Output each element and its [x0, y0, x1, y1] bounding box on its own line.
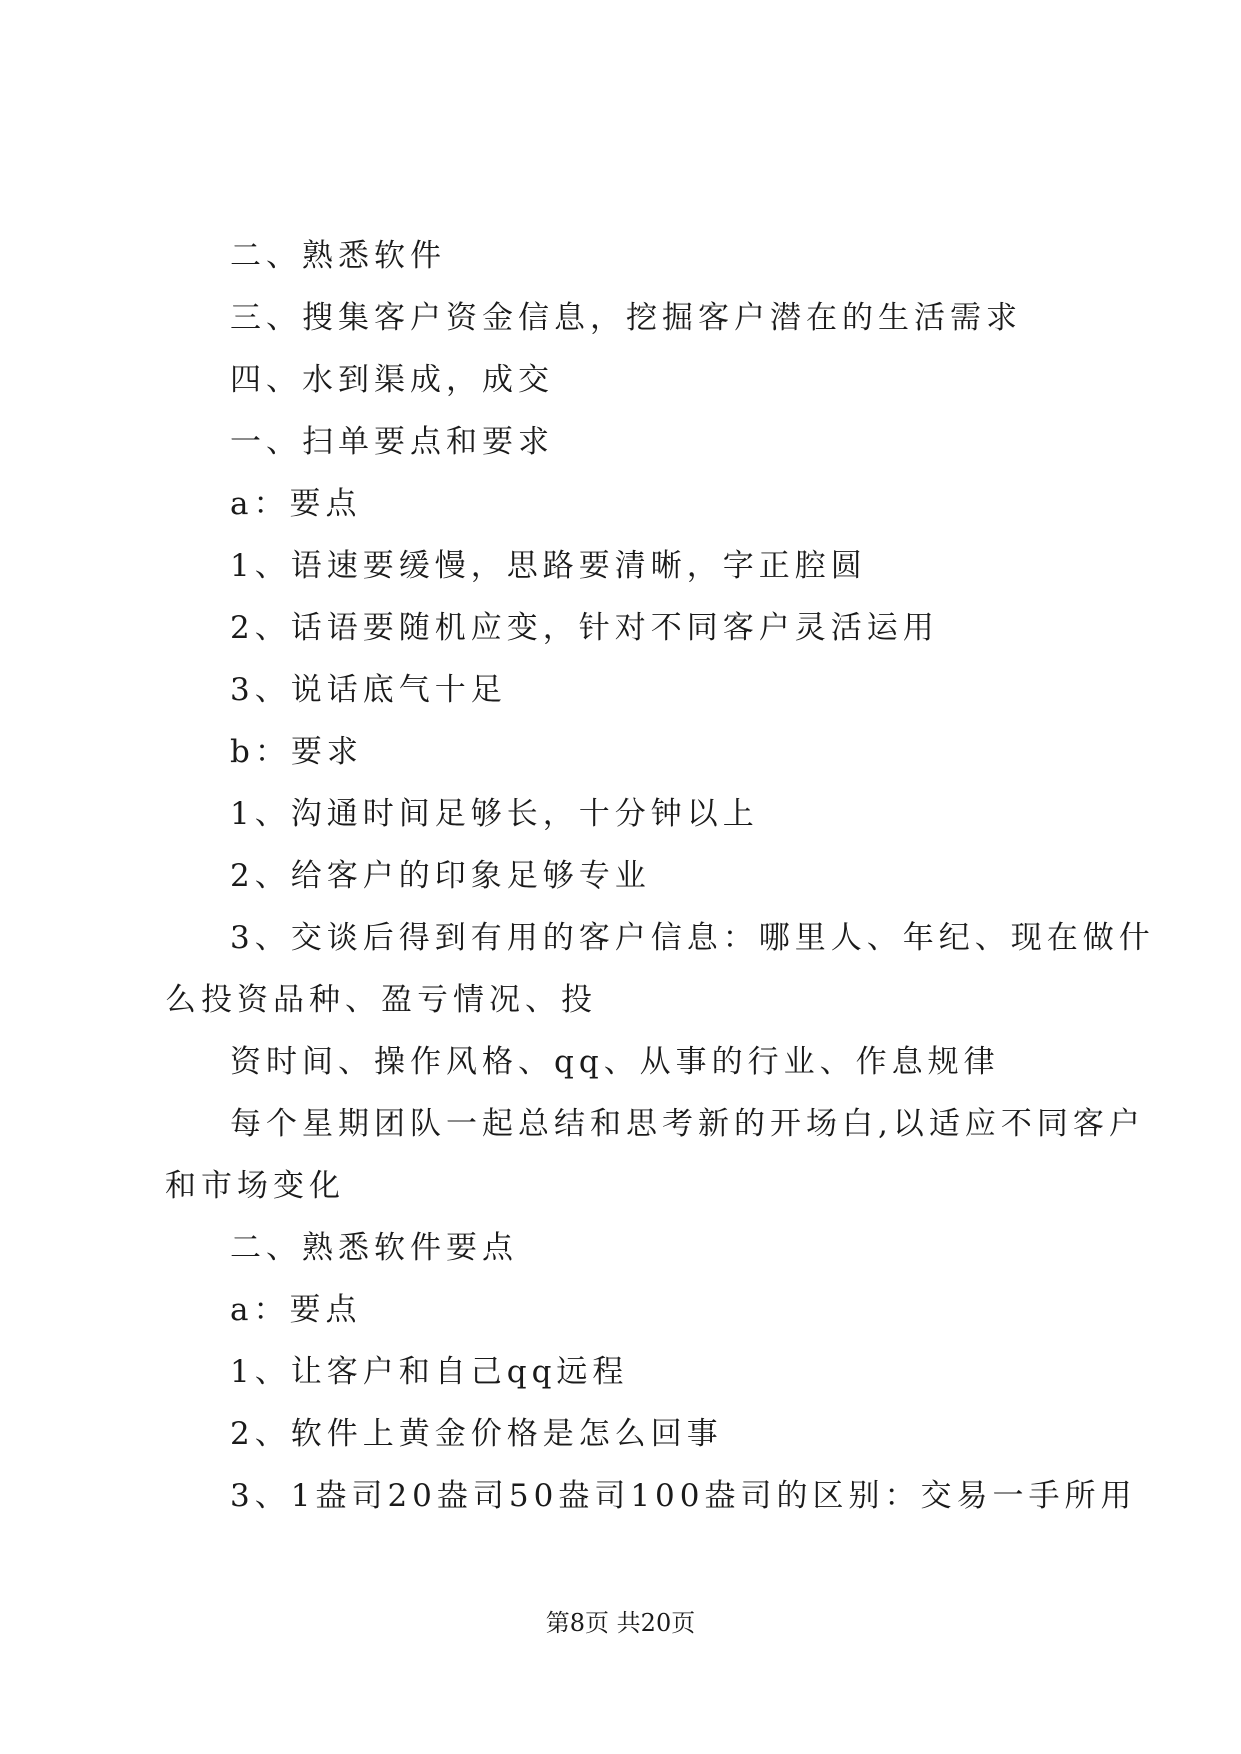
list-item: 3、说话底气十足 — [230, 672, 507, 708]
section-heading: 二、熟悉软件要点 — [230, 1230, 518, 1266]
list-item: 3、交谈后得到有用的客户信息：哪里人、年纪、现在做什 — [230, 920, 1155, 956]
page-number-footer: 第8页 共20页 — [545, 1609, 696, 1637]
paragraph-line: 和市场变化 — [165, 1168, 345, 1204]
paragraph-line: 每个星期团队一起总结和思考新的开场白,以适应不同客户 — [230, 1106, 1145, 1142]
section-heading: 一、扫单要点和要求 — [230, 424, 554, 460]
list-item: 1、语速要缓慢，思路要清晰，字正腔圆 — [230, 548, 867, 584]
list-item: 2、给客户的印象足够专业 — [230, 858, 651, 894]
list-item: 1、让客户和自己qq远程 — [230, 1354, 629, 1390]
list-item-continuation: 么投资品种、盈亏情况、投 — [165, 982, 597, 1018]
list-item: 1、沟通时间足够长，十分钟以上 — [230, 796, 759, 832]
sub-heading: b：要求 — [230, 734, 363, 770]
list-item: 2、话语要随机应变，针对不同客户灵活运用 — [230, 610, 939, 646]
text-line: 二、熟悉软件 — [230, 238, 446, 274]
list-item: 2、软件上黄金价格是怎么回事 — [230, 1416, 723, 1452]
list-item-continuation: 资时间、操作风格、qq、从事的行业、作息规律 — [230, 1044, 1000, 1080]
text-line: 四、水到渠成，成交 — [230, 362, 554, 398]
sub-heading: a：要点 — [230, 486, 362, 522]
list-item: 3、1盎司20盎司50盎司100盎司的区别：交易一手所用 — [230, 1478, 1137, 1514]
sub-heading: a：要点 — [230, 1292, 362, 1328]
text-line: 三、搜集客户资金信息，挖掘客户潜在的生活需求 — [230, 300, 1022, 336]
